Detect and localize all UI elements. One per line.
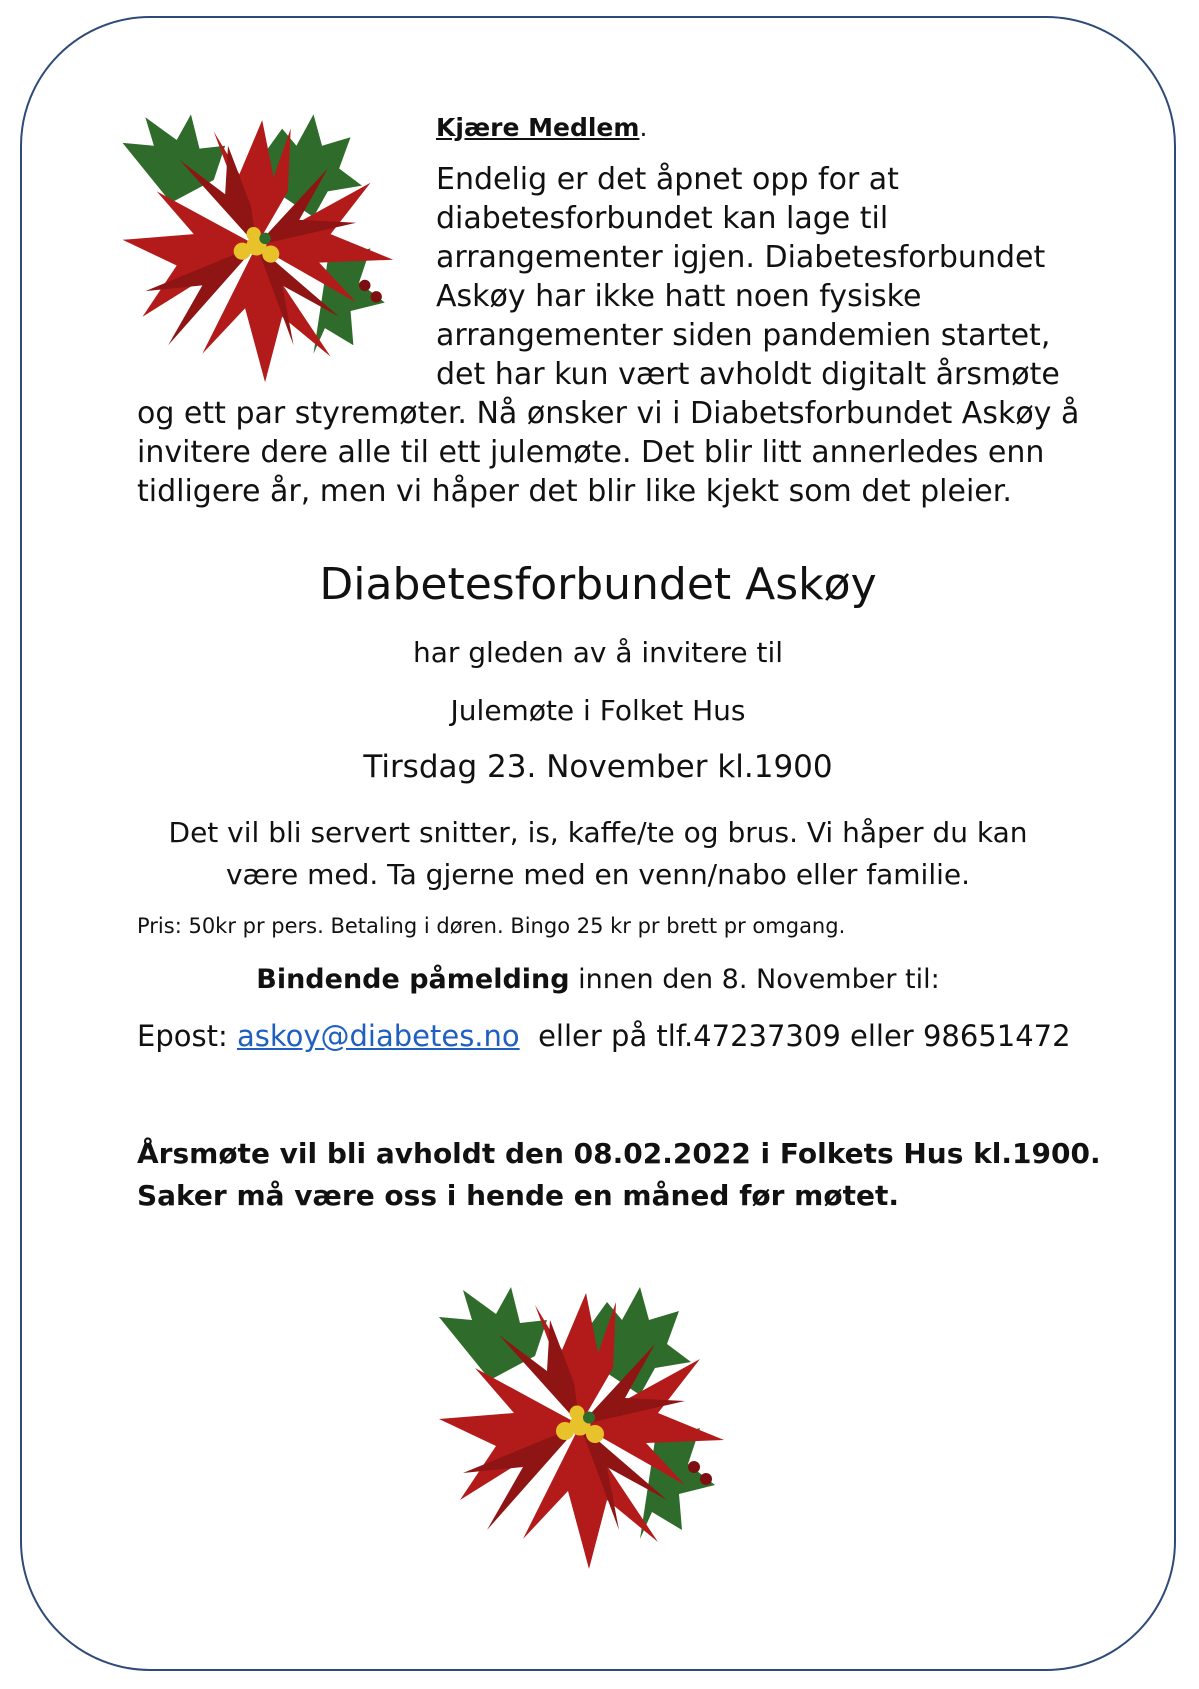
intro-line: invitere dere alle til ett julemøte. Det blir litt annerledes enn	[137, 435, 1045, 470]
poinsettia-icon	[114, 103, 399, 388]
intro-line: arrangementer igjen. Diabetesforbundet	[436, 240, 1046, 275]
intro-line: og ett par styremøter. Nå ønsker vi i Diabetsforbundet Askøy å	[137, 396, 1080, 431]
serving-line: Det vil bli servert snitter, is, kaffe/te og brus. Vi håper du kan	[168, 816, 1028, 849]
email-link[interactable]: askoy@diabetes.no	[236, 1019, 520, 1053]
serving-info	[20, 812, 1176, 896]
annual-meeting-line: Saker må være oss i hende en måned før møtet.	[137, 1179, 899, 1212]
intro-line: det har kun vært avholdt digitalt årsmøte	[436, 357, 1060, 392]
intro-line: diabetesforbundet kan lage til	[436, 201, 889, 236]
intro-line: Askøy har ikke hatt noen fysiske	[436, 279, 922, 314]
serving-line: være med. Ta gjerne med en venn/nabo eller familie.	[225, 858, 971, 891]
organization-title: Diabetesforbundet Askøy	[319, 559, 877, 610]
intro-line: arrangementer siden pandemien startet,	[436, 318, 1051, 353]
greeting: Kjære Medlem.	[436, 113, 648, 142]
invite-text: har gleden av å invitere til	[412, 636, 784, 669]
phone-info: eller på tlf.47237309 eller 98651472	[519, 1019, 1071, 1053]
poinsettia-icon	[430, 1275, 730, 1575]
contact-label: Epost:	[137, 1019, 237, 1053]
registration-deadline: innen den 8. November til:	[569, 964, 940, 995]
intro-line: Endelig er det åpnet opp for at	[436, 162, 899, 197]
annual-meeting-line: Årsmøte vil bli avholdt den 08.02.2022 i Folkets Hus kl.1900.	[137, 1137, 1101, 1170]
registration-bold: Bindende påmelding	[256, 964, 570, 995]
contact-info	[137, 1019, 1071, 1053]
event-datetime: Tirsdag 23. November kl.1900	[363, 749, 833, 785]
event-name: Julemøte i Folket Hus	[450, 694, 746, 727]
price-info: Pris: 50kr pr pers. Betaling i døren. Bingo 25 kr pr brett pr omgang.	[137, 914, 846, 938]
registration-info	[20, 964, 1176, 995]
annual-meeting-notice	[137, 1133, 1101, 1217]
intro-line: tidligere år, men vi håper det blir like kjekt som det pleier.	[137, 474, 1012, 509]
